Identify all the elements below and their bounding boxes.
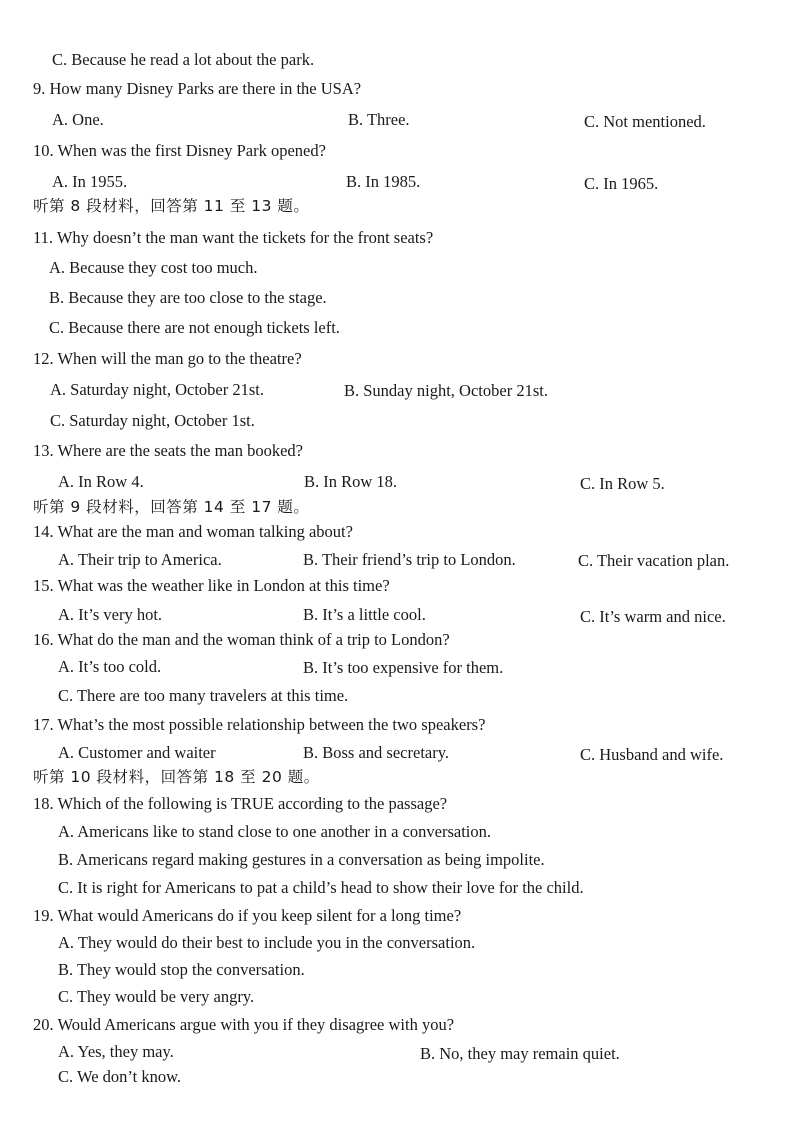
q16-option-b: B. It’s too expensive for them. <box>303 658 504 677</box>
q13-option-c: C. In Row 5. <box>580 474 665 493</box>
q13-question: 13. Where are the seats the man booked? <box>33 441 304 460</box>
section-10-heading: 听第 10 段材料，回答第 18 至 20 题。 <box>33 768 320 786</box>
q18-option-a: A. Americans like to stand close to one another in a conversation. <box>58 822 492 841</box>
q15-question: 15. What was the weather like in London at this time? <box>33 576 390 595</box>
q17-option-c: C. Husband and wife. <box>580 745 724 764</box>
q18-option-c: C. It is right for Americans to pat a child’s head to show their love for the child. <box>58 878 584 897</box>
q19-option-a: A. They would do their best to include you in the conversation. <box>58 933 476 952</box>
q9-option-b: B. Three. <box>348 110 410 129</box>
q19-option-c: C. They would be very angry. <box>58 987 255 1006</box>
q17-option-b: B. Boss and secretary. <box>303 743 450 762</box>
q15-option-b: B. It’s a little cool. <box>303 605 426 624</box>
q14-option-b: B. Their friend’s trip to London. <box>303 550 516 569</box>
q12-option-c: C. Saturday night, October 1st. <box>50 411 255 430</box>
q14-question: 14. What are the man and woman talking about? <box>33 522 353 541</box>
q16-option-c: C. There are too many travelers at this time. <box>58 686 349 705</box>
q20-option-a: A. Yes, they may. <box>58 1042 174 1061</box>
q13-option-b: B. In Row 18. <box>304 472 398 491</box>
q10-option-b: B. In 1985. <box>346 172 421 191</box>
q19-question: 19. What would Americans do if you keep silent for a long time? <box>33 906 462 925</box>
q8-option-c: C. Because he read a lot about the park. <box>52 50 315 69</box>
q20-option-c: C. We don’t know. <box>58 1067 182 1086</box>
q19-option-b: B. They would stop the conversation. <box>58 960 305 979</box>
q16-option-a: A. It’s too cold. <box>58 657 162 676</box>
q9-option-c: C. Not mentioned. <box>584 112 706 131</box>
q18-question: 18. Which of the following is TRUE according to the passage? <box>33 794 448 813</box>
q18-option-b: B. Americans regard making gestures in a conversation as being impolite. <box>58 850 545 869</box>
q14-option-a: A. Their trip to America. <box>58 550 222 569</box>
q20-question: 20. Would Americans argue with you if they disagree with you? <box>33 1015 455 1034</box>
q20-option-b: B. No, they may remain quiet. <box>420 1044 620 1063</box>
q10-question: 10. When was the first Disney Park opened? <box>33 141 326 160</box>
q12-option-b: B. Sunday night, October 21st. <box>344 381 548 400</box>
q11-question: 11. Why doesn’t the man want the tickets for the front seats? <box>33 228 434 247</box>
q9-question: 9. How many Disney Parks are there in the USA? <box>33 79 362 98</box>
q11-option-c: C. Because there are not enough tickets left. <box>49 318 340 337</box>
q17-option-a: A. Customer and waiter <box>58 743 216 762</box>
q17-question: 17. What’s the most possible relationship between the two speakers? <box>33 715 486 734</box>
q11-option-a: A. Because they cost too much. <box>49 258 258 277</box>
q12-option-a: A. Saturday night, October 21st. <box>50 380 265 399</box>
q10-option-c: C. In 1965. <box>584 174 659 193</box>
section-8-heading: 听第 8 段材料，回答第 11 至 13 题。 <box>33 197 310 215</box>
section-9-heading: 听第 9 段材料，回答第 14 至 17 题。 <box>33 498 310 516</box>
q11-option-b: B. Because they are too close to the stage. <box>49 288 327 307</box>
q15-option-a: A. It’s very hot. <box>58 605 163 624</box>
q10-option-a: A. In 1955. <box>52 172 128 191</box>
q15-option-c: C. It’s warm and nice. <box>580 607 726 626</box>
q14-option-c: C. Their vacation plan. <box>578 551 730 570</box>
q16-question: 16. What do the man and the woman think of a trip to London? <box>33 630 450 649</box>
q12-question: 12. When will the man go to the theatre? <box>33 349 302 368</box>
q13-option-a: A. In Row 4. <box>58 472 144 491</box>
q9-option-a: A. One. <box>52 110 104 129</box>
